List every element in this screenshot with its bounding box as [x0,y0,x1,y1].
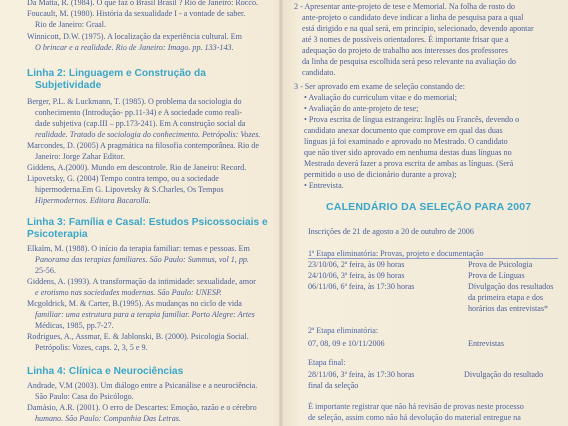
note-line: de seleção, assim como não há devolução do material entregue na [308,413,521,422]
bullet-line: • Prova escrita de língua estrangeira: Inglês ou Francês, devendo o [304,115,520,124]
ref-line: Janeiro: Jorge Zahar Editor. [35,152,125,161]
ref-line: Médicas, 1985, pp.7-27. [35,321,114,330]
ref-line: Lipovetsky, G. (2004) Tempo contra tempo, ou a sociedade [27,174,219,183]
schedule-desc: da primeira etapa e dos [468,293,544,302]
stage2-title: 2ª Etapa eliminatória: [308,326,379,335]
schedule-date: 23/10/06, 2ª feira, às 09 horas [308,260,405,269]
ref-line: Winnicott, D.W. (1975). A localização da experiência cultural. Em [27,32,242,41]
section-heading-linha2: Linha 2: Linguagem e Construção da [27,68,206,79]
schedule-date: 24/10/06, 3ª feira, às 09 horas [308,271,405,280]
ref-line: Berger, P.L. & Luckmann, T. (1985). O problema da sociologia do [27,97,242,106]
page-fold [279,0,283,426]
ref-line: familiar: uma estrutura para a terapia familiar. Porto Alegre: Artes [35,310,255,319]
ref-line: 25-56. [35,266,56,275]
schedule-date-cont: final da seleção [308,381,359,390]
calendar-title: CALENDÁRIO DA SELEÇÃO PARA 2007 [326,201,532,213]
schedule-date: 28/11/06, 3ª feira, às 17:30 horas [308,370,415,379]
schedule-desc: Prova de Línguas [468,271,525,280]
schedule-desc: Divulgação dos resultados [468,282,554,291]
final-stage-title: Etapa final: [308,358,346,367]
ref-line: humano. São Paulo: Companhia Das Letras. [35,414,181,423]
ref-line: Damásio, A.R. (2001). O erro de Descartes: Emoção, razão e o cérebro [27,403,257,412]
ref-line: Hipermodernos. Editora Bacarolla. [35,196,151,205]
body-line: ante-projeto o candidato deve indicar a linha de pesquisa para a qual [302,13,524,22]
ref-line: Da Matta, R. (1984). O que faz o Brasil Brasil ? Rio de Janeiro: Rocco. [27,0,259,7]
note-line: É importante registrar que não há revisão de provas neste processo [308,402,524,411]
ref-line: Mcgoldrick, M. & Carter, B.(1995). As mudanças no ciclo de vida [27,299,242,308]
body-line: da linha de pesquisa escolhida será peso relevante na avaliação do [302,57,516,66]
body-line: até 3 nomes de possíveis orientadores. É importante frisar que a [302,35,509,44]
ref-line: conhecimento (Introdução- pp.11-34) e A sociedade como reali- [35,108,242,117]
stage1-title: 1ª Etapa eliminatória: Provas, projeto e documentação [308,249,484,258]
stage1-underline [308,258,558,259]
bullet-line: permitido o uso de dicionário durante a prova); [304,170,457,179]
body-line: adequação do projeto de trabalho aos interesses dos professores [302,46,508,55]
ref-line: Rio de Janeiro: Graal. [35,20,107,29]
body-line: 3 - Ser aprovado em exame de seleção constando de: [294,82,466,91]
ref-line: realidade. Tratado de sociologia do conhecimento. Petrópolis: Vozes. [35,130,261,139]
bullet-line: • Avaliação do ante-projeto de tese; [304,104,419,113]
section-heading-linha4: Linha 4: Clínica e Neurociências [27,366,184,377]
ref-line: e erotismo nas sociedades modernas. São Paulo: UNESP. [35,288,222,297]
ref-line: dade subjetiva (cap.III – pp.173-241). Em A construção social da [35,119,246,128]
schedule-date: 06/11/06, 6ª feira, às 17:30 horas [308,282,415,291]
bullet-line: que não tiver sido aprovado em nenhuma destas duas línguas no [304,148,512,157]
ref-line: O brincar e a realidade. Rio de Janeiro: Imago. pp. 133-143. [35,43,234,52]
schedule-desc: Prova de Psicologia [468,260,533,269]
ref-line: Andrade, V.M (2003). Um diálogo entre a Psicanálise e a neurociência. [27,381,258,390]
bullet-line: Mestrado deverá fazer a prova escrita de ambas as línguas. (Será [304,159,514,168]
ref-line: São Paulo: Casa do Psicólogo. [35,392,134,401]
ref-line: Panorama das terapias familiares. São Paulo: Summus, vol 1, pp. [35,255,249,264]
ref-line: Giddens, A.(2000). Mundo em descontrole. Rio de Janeiro: Record. [27,163,247,172]
body-line: 2 - Apresentar ante-projeto de tese e Memorial. Na folha de rosto do [294,2,515,11]
ref-line: Giddens, A. (1993). A transformação da intimidade: sexualidade, amor [27,277,256,286]
schedule-date: 07, 08, 09 e 10/11/2006 [308,339,385,348]
bullet-line: línguas já foi examinado e aprovado no Mestrado. O candidato [304,137,508,146]
inscricoes-line: Inscrições de 21 de agosto a 20 de outubro de 2006 [308,227,474,236]
section-heading-linha3-cont: Psicoterapia [27,229,88,240]
body-line: candidato. [302,68,336,77]
body-line: está dirigido e na qual será, em princípio, selecionado, devendo apontar [302,24,534,33]
section-heading-linha3: Linha 3: Família e Casal: Estudos Psicossociais e [27,217,268,228]
bullet-line: candidato anexar documento que comprove em qual das duas [304,126,503,135]
ref-line: Rodrigues, A., Assmar, E. & Jablonski, B. (2000). Psicologia Social. [27,332,249,341]
ref-line: Foucault, M. (1980). História da sexualidade I - a vontade de saber. [27,9,246,18]
bullet-line: • Entrevista. [304,181,344,190]
schedule-desc: horários das entrevistas* [468,304,549,313]
ref-line: Marcondes, D. (2005) A pragmática na filosofia contemporânea. Rio de [27,141,259,150]
ref-line: Petrópolis: Vozes, caps. 2, 3, 5 e 9. [35,343,148,352]
bullet-line: • Avaliação do curriculum vitae e do memorial; [304,93,458,102]
section-heading-linha2-cont: Subjetividade [35,80,102,91]
ref-line: Elkaïm, M. (1988). O início da terapia familiar: temas e pessoas. Em [27,244,250,253]
schedule-desc: Divulgação do resultado [464,370,544,379]
schedule-desc: Entrevistas [468,339,504,348]
ref-line: hipermoderna.Em G. Lipovetsky & S.Charles, Os Tempos [35,185,224,194]
